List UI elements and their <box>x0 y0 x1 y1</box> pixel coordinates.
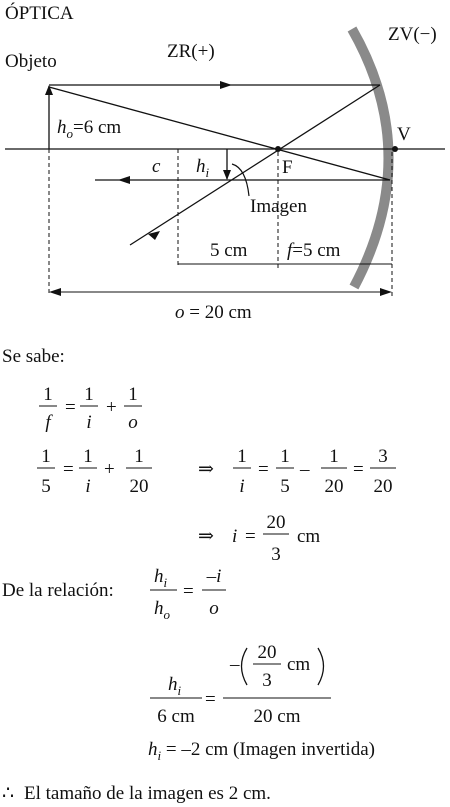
svg-text:3: 3 <box>262 670 272 691</box>
svg-text:–i: –i <box>206 566 222 587</box>
svg-text:=: = <box>258 459 269 480</box>
svg-text:1: 1 <box>237 446 247 467</box>
svg-text:20: 20 <box>324 476 344 497</box>
substituted-equation <box>37 446 152 497</box>
ray-arrowhead <box>118 176 130 184</box>
image-label: Imagen <box>250 196 307 217</box>
svg-text:=: = <box>205 689 216 710</box>
svg-text:=: = <box>63 459 74 480</box>
reflected-ray-through-focus <box>130 85 380 245</box>
solve-for-i <box>198 446 396 497</box>
ray-diagram <box>5 24 445 323</box>
relacion-label: De la relación: <box>2 580 114 601</box>
conclusion-symbol: ∴ <box>2 783 15 804</box>
image-height-result: $h_i = -2$ cm (Imagen invertida) <box>148 739 375 763</box>
svg-text:i: i <box>239 476 245 497</box>
svg-text:⇒: ⇒ <box>198 459 214 480</box>
svg-text:20: 20 <box>266 512 286 533</box>
dimension-arrowhead <box>49 288 61 296</box>
center-label: c <box>152 156 161 177</box>
svg-text:i: i <box>86 412 92 433</box>
svg-text:=: = <box>353 459 364 480</box>
svg-text:3: 3 <box>271 544 281 565</box>
svg-text:5: 5 <box>41 476 51 497</box>
svg-text:20: 20 <box>373 476 393 497</box>
svg-text:⇒: ⇒ <box>198 526 214 547</box>
svg-text:1: 1 <box>128 384 138 405</box>
solution <box>2 346 396 804</box>
svg-text:–: – <box>300 459 310 480</box>
svg-text:1: 1 <box>41 446 51 467</box>
svg-text:20: 20 <box>257 642 277 663</box>
vertex-point <box>392 146 398 152</box>
ray-arrowhead <box>220 81 232 89</box>
svg-text:6 cm: 6 cm <box>157 706 195 727</box>
focal-length-label: f=5 cm <box>287 240 341 261</box>
svg-text:5: 5 <box>280 476 290 497</box>
page-title: ÓPTICA <box>5 3 74 24</box>
real-zone-label: ZR(+) <box>167 41 215 62</box>
conclusion-text: El tamaño de la imagen es 2 cm. <box>24 783 271 804</box>
svg-text:–: – <box>230 654 240 675</box>
object-height-label: $h_o=6$ cm <box>57 117 122 141</box>
dimension-5cm-label: 5 cm <box>210 240 248 261</box>
svg-text:hi: $h_i$ <box>168 674 182 698</box>
focus-point <box>275 146 281 152</box>
svg-text:hi: $h_i$ <box>154 566 168 590</box>
svg-text:3: 3 <box>378 446 388 467</box>
mirror-equation <box>39 384 142 433</box>
i-result <box>198 512 320 565</box>
svg-text:1: 1 <box>43 384 53 405</box>
svg-text:i: i <box>232 526 238 547</box>
svg-text:+: + <box>104 459 115 480</box>
concave-mirror <box>352 29 389 287</box>
svg-text:1: 1 <box>83 446 93 467</box>
svg-text:ho: $h_o$ <box>154 598 170 622</box>
svg-text:o: o <box>128 412 138 433</box>
dimension-arrowhead <box>380 288 392 296</box>
svg-text:cm: cm <box>287 654 311 675</box>
svg-text:=: = <box>65 397 76 418</box>
svg-text:1: 1 <box>84 384 94 405</box>
svg-text:o: o <box>209 598 219 619</box>
svg-text:1: 1 <box>280 446 290 467</box>
svg-text:+: + <box>106 397 117 418</box>
svg-text:=: = <box>183 581 194 602</box>
svg-text:20 cm: 20 cm <box>253 706 301 727</box>
svg-text:=: = <box>245 526 256 547</box>
magnification-relation <box>150 566 226 622</box>
svg-text:cm: cm <box>297 526 321 547</box>
virtual-zone-label: ZV(−) <box>388 24 437 45</box>
guide-lines <box>49 149 392 296</box>
image-height-label: $h_i$ <box>196 156 210 180</box>
object-distance-label: o = 20 cm <box>175 302 252 323</box>
object-label: Objeto <box>5 51 57 72</box>
svg-text:1: 1 <box>134 446 144 467</box>
focus-label: F <box>282 157 293 178</box>
substituted-relation <box>150 642 331 727</box>
vertex-label: V <box>397 124 411 145</box>
svg-text:i: i <box>85 476 91 497</box>
se-sabe-label: Se sabe: <box>2 346 65 367</box>
svg-text:1: 1 <box>329 446 339 467</box>
svg-text:20: 20 <box>129 476 149 497</box>
svg-text:f: f <box>45 412 51 433</box>
